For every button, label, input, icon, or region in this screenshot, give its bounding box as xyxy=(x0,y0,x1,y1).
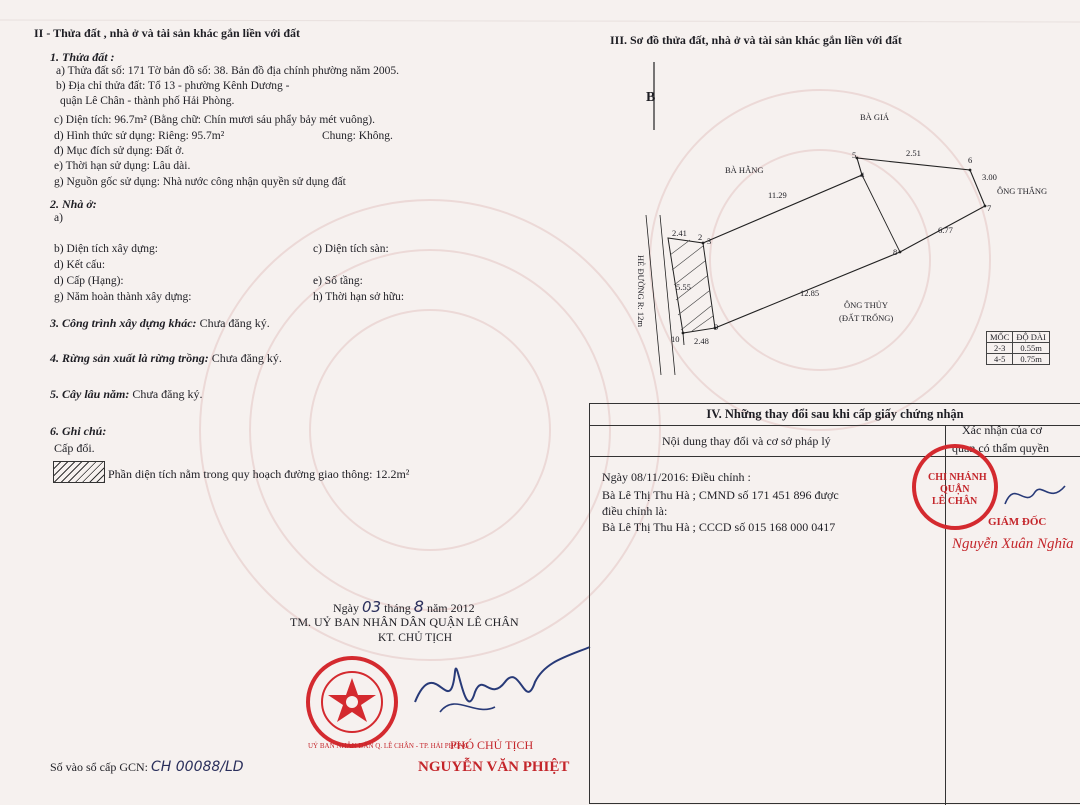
col2-header-2: quan có thẩm quyền xyxy=(952,441,1049,455)
col2-header-1: Xác nhận của cơ xyxy=(962,423,1042,437)
registry-label: Số vào sổ cấp GCN: xyxy=(50,760,151,774)
perennial xyxy=(50,387,203,402)
confirm-signer: Nguyễn Xuân Nghĩa xyxy=(952,536,1074,552)
date-year: năm 2012 xyxy=(426,601,475,615)
road-label: HẺ ĐƯỜNG R: 12m xyxy=(636,255,646,327)
land-line-d-left: d) Hình thức sử dụng: Riêng: 95.7m² xyxy=(54,130,225,142)
neighbor-north: BÀ GIÁ xyxy=(860,112,890,122)
land-line-e: e) Thời hạn sử dụng: Lâu dài. xyxy=(54,160,191,172)
director-signature xyxy=(1000,474,1070,514)
registry xyxy=(50,759,244,775)
dim-2-3: 2.41 xyxy=(672,228,687,238)
other-construction-value: Chưa đăng ký. xyxy=(199,316,270,330)
col1-header: Nội dung thay đổi và cơ sở pháp lý xyxy=(662,434,831,448)
change-entry-4: Bà Lê Thị Thu Hà ; CCCD số 015 168 000 0417 xyxy=(602,520,836,534)
dim-6-7: 3.00 xyxy=(982,172,997,182)
point-7: 7 xyxy=(987,203,992,213)
marker-table-header xyxy=(987,332,1050,343)
land-line-b2: quận Lê Chân - thành phố Hải Phòng. xyxy=(60,95,235,107)
house-line-e: e) Số tầng: xyxy=(313,275,363,287)
header-divider xyxy=(590,456,1080,457)
dim-8-7: 6.77 xyxy=(938,225,953,235)
forest xyxy=(50,351,282,366)
other-construction xyxy=(50,316,270,331)
section4-title: IV. Những thay đổi sau khi cấp giấy chứng nhận xyxy=(590,404,1080,426)
forest-value: Chưa đăng ký. xyxy=(211,351,282,365)
house-line-d: d) Kết cấu: xyxy=(54,259,106,271)
official-seal-stamp xyxy=(304,654,400,750)
point-9: 9 xyxy=(714,322,719,332)
dim-9-8: 12.85 xyxy=(800,288,820,298)
seal-ring-text: UỶ BAN NHÂN DÂN Q. LÊ CHÂN - TP. HẢI PHÒNG xyxy=(308,742,469,750)
section2-title: II - Thửa đất , nhà ở và tài sản khác gắn liền với đất xyxy=(34,26,300,40)
change-entry-3: điều chỉnh là: xyxy=(602,504,668,518)
dim-5-6: 2.51 xyxy=(906,148,921,158)
length-cell: 0.75m xyxy=(1013,354,1050,365)
land-line-a: a) Thửa đất số: 171 Tờ bản đồ số: 38. Bản đồ địa chính phường năm 2005. xyxy=(56,65,399,77)
house-line-c: c) Diện tích sàn: xyxy=(313,243,389,255)
committee-title: TM. UỶ BAN NHÂN DÂN QUẬN LÊ CHÂN xyxy=(290,615,519,629)
on-behalf: KT. CHỦ TỊCH xyxy=(378,632,453,644)
house-line-h: h) Thời hạn sở hữu: xyxy=(313,291,405,303)
marker-table-row xyxy=(987,343,1050,354)
marker-col-header: MỐC xyxy=(987,332,1013,343)
land-line-d-right: Chung: Không. xyxy=(322,130,393,142)
neighbor-east: ÔNG THẮNG xyxy=(997,186,1048,196)
point-10: 10 xyxy=(671,334,680,344)
changes-table xyxy=(589,403,1080,804)
house-heading: 2. Nhà ở: xyxy=(50,197,97,211)
dim-3-4: 11.29 xyxy=(768,190,787,200)
registry-value: CH 00088/LD xyxy=(151,759,244,775)
house-line-b: b) Diện tích xây dựng: xyxy=(54,243,158,255)
length-cell: 0.55m xyxy=(1013,343,1050,354)
hatch-legend-swatch xyxy=(53,461,105,483)
date-day: 03 xyxy=(362,598,382,616)
neighbor-west: BÀ HẰNG xyxy=(725,165,764,175)
marker-table xyxy=(986,331,1050,365)
point-6: 6 xyxy=(968,155,973,165)
date-month: 8 xyxy=(413,597,424,616)
legend-text: Phần diện tích nằm trong quy hoạch đường giao thông: 12.2m² xyxy=(108,467,410,481)
date-prefix: Ngày xyxy=(333,601,359,615)
north-arrow-label: B xyxy=(646,90,656,105)
point-5: 5 xyxy=(852,150,857,160)
notes-value: Cấp đổi. xyxy=(54,441,95,455)
point-3: 3 xyxy=(707,236,712,246)
house-line-g: g) Năm hoàn thành xây dựng: xyxy=(54,291,192,303)
notes-heading: 6. Ghi chú: xyxy=(50,424,107,438)
forest-label: 4. Rừng sản xuất là rừng trồng: xyxy=(50,351,209,365)
marker-table-row xyxy=(987,354,1050,365)
point-8: 8 xyxy=(893,247,898,257)
land-line-dd: đ) Mục đích sử dụng: Đất ở. xyxy=(54,145,185,157)
land-line-b1: b) Địa chỉ thửa đất: Tổ 13 - phường Kênh Dương - xyxy=(56,80,290,92)
house-line-a: a) xyxy=(54,212,63,224)
perennial-label: 5. Cây lâu năm: xyxy=(50,387,130,401)
stamp-line-3: LÊ CHÂN xyxy=(932,496,978,507)
point-2: 2 xyxy=(698,232,703,242)
land-line-c: c) Diện tích: 96.7m² (Bằng chữ: Chín mươi sáu phẩy bảy mét vuông). xyxy=(54,114,375,126)
marker-cell: 2-3 xyxy=(987,343,1013,354)
stamp-line-2: QUẬN xyxy=(940,484,970,495)
stamp-line-1: CHI NHÁNH xyxy=(928,472,987,483)
date-month-prefix: tháng xyxy=(384,601,411,615)
perennial-value: Chưa đăng ký. xyxy=(132,387,203,401)
length-col-header: ĐỘ DÀI xyxy=(1013,332,1050,343)
change-entry-1: Ngày 08/11/2016: Điều chỉnh : xyxy=(602,470,751,484)
land-line-g: g) Nguồn gốc sử dụng: Nhà nước công nhận quyền sử dụng đất xyxy=(54,176,346,188)
chairman-signature xyxy=(395,632,595,742)
other-construction-label: 3. Công trình xây dựng khác: xyxy=(50,316,197,330)
marker-cell: 4-5 xyxy=(987,354,1013,365)
neighbor-south: ÔNG THỦY xyxy=(844,300,888,310)
land-heading: 1. Thửa đất : xyxy=(50,50,115,64)
change-entry-2: Bà Lê Thị Thu Hà ; CMND số 171 451 896 được xyxy=(602,488,839,502)
dim-9-10: 2.48 xyxy=(694,336,709,346)
signer-name: NGUYỄN VĂN PHIỆT xyxy=(418,759,570,775)
confirm-title: GIÁM ĐỐC xyxy=(988,516,1047,528)
section3-title: III. Sơ đồ thửa đất, nhà ở và tài sản khác gắn liền với đất xyxy=(610,33,902,47)
neighbor-south-note: (ĐẤT TRỐNG) xyxy=(839,313,894,323)
signer-position: PHÓ CHỦ TỊCH xyxy=(450,738,534,752)
dim-hatch: 5.55 xyxy=(676,282,691,292)
issue-date xyxy=(333,597,475,616)
point-4: 4 xyxy=(860,170,865,180)
house-line-dcap: d) Cấp (Hạng): xyxy=(54,275,124,287)
